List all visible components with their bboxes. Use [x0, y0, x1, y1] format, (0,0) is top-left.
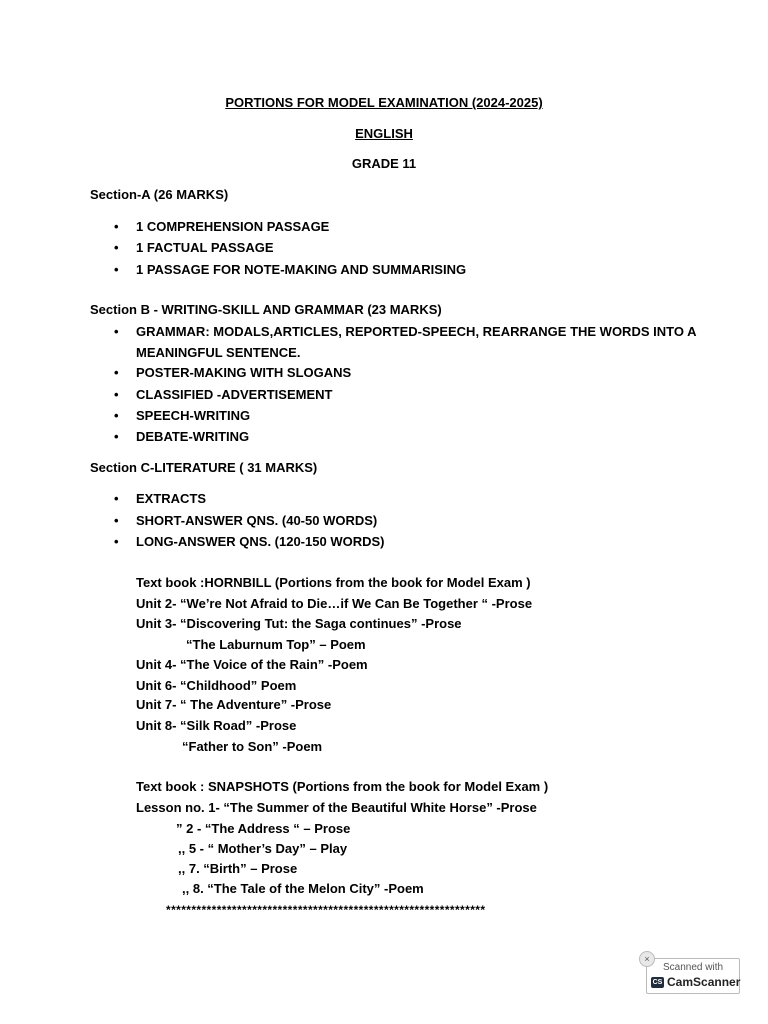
bullet: •: [114, 240, 119, 255]
bullet: •: [114, 324, 119, 339]
snapshots-line: ,, 8. “The Tale of the Melon City” -Poem: [182, 881, 424, 896]
hornbill-line: Unit 8- “Silk Road” -Prose: [136, 718, 297, 733]
hornbill-line: “Father to Son” -Poem: [182, 739, 323, 754]
snapshots-line: Lesson no. 1- “The Summer of the Beautiful White Horse” -Prose: [136, 800, 537, 815]
bullet: •: [114, 429, 119, 444]
list-item: DEBATE-WRITING: [136, 429, 250, 444]
list-item: POSTER-MAKING WITH SLOGANS: [136, 365, 352, 380]
hornbill-line: “The Laburnum Top” – Poem: [186, 637, 366, 652]
bullet: •: [114, 262, 119, 277]
snapshots-line: ” 2 - “The Address “ – Prose: [176, 821, 351, 836]
list-item-continuation: MEANINGFUL SENTENCE.: [136, 345, 301, 360]
camscanner-logo-icon: CS: [652, 979, 663, 986]
snapshots-line: ,, 5 - “ Mother’s Day” – Play: [178, 841, 348, 856]
footer-divider-stars: ***************************************************************: [166, 903, 486, 917]
bullet: •: [114, 534, 119, 549]
subject-heading: ENGLISH: [355, 126, 413, 141]
bullet: •: [114, 219, 119, 234]
list-item: EXTRACTS: [136, 491, 207, 506]
bullet: •: [114, 365, 119, 380]
bullet: •: [114, 513, 119, 528]
list-item: CLASSIFIED -ADVERTISEMENT: [136, 387, 333, 402]
badge-brand: CamScanner: [667, 975, 741, 989]
section-a-heading: Section-A (26 MARKS): [90, 187, 229, 202]
list-item: GRAMMAR: MODALS,ARTICLES, REPORTED-SPEECH, REARRANGE THE WORDS INTO A: [136, 324, 697, 339]
snapshots-heading: Text book : SNAPSHOTS (Portions from the book for Model Exam ): [136, 779, 549, 794]
list-item: SPEECH-WRITING: [136, 408, 251, 423]
list-item: SHORT-ANSWER QNS. (40-50 WORDS): [136, 513, 378, 528]
hornbill-line: Unit 4- “The Voice of the Rain” -Poem: [136, 657, 368, 672]
close-icon[interactable]: ×: [639, 951, 655, 967]
hornbill-heading: Text book :HORNBILL (Portions from the book for Model Exam ): [136, 575, 531, 590]
list-item: LONG-ANSWER QNS. (120-150 WORDS): [136, 534, 385, 549]
section-c-heading: Section C-LITERATURE ( 31 MARKS): [90, 460, 318, 475]
section-b-heading: Section B - WRITING-SKILL AND GRAMMAR (23 MARKS): [90, 302, 442, 317]
camscanner-badge: [644, 954, 741, 994]
list-item: 1 COMPREHENSION PASSAGE: [136, 219, 330, 234]
list-item: 1 PASSAGE FOR NOTE-MAKING AND SUMMARISING: [136, 262, 467, 277]
hornbill-line: Unit 7- “ The Adventure” -Prose: [136, 697, 332, 712]
badge-caption: Scanned with: [663, 962, 724, 973]
bullet: •: [114, 408, 119, 423]
document-title: PORTIONS FOR MODEL EXAMINATION (2024-2025): [225, 95, 543, 110]
bullet: •: [114, 491, 119, 506]
bullet: •: [114, 387, 119, 402]
hornbill-line: Unit 2- “We’re Not Afraid to Die…if We Can Be Together “ -Prose: [136, 596, 533, 611]
hornbill-line: Unit 6- “Childhood” Poem: [136, 678, 297, 693]
snapshots-line: ,, 7. “Birth” – Prose: [178, 861, 298, 876]
hornbill-line: Unit 3- “Discovering Tut: the Saga continues” -Prose: [136, 616, 462, 631]
grade-heading: GRADE 11: [351, 156, 417, 171]
list-item: 1 FACTUAL PASSAGE: [136, 240, 274, 255]
